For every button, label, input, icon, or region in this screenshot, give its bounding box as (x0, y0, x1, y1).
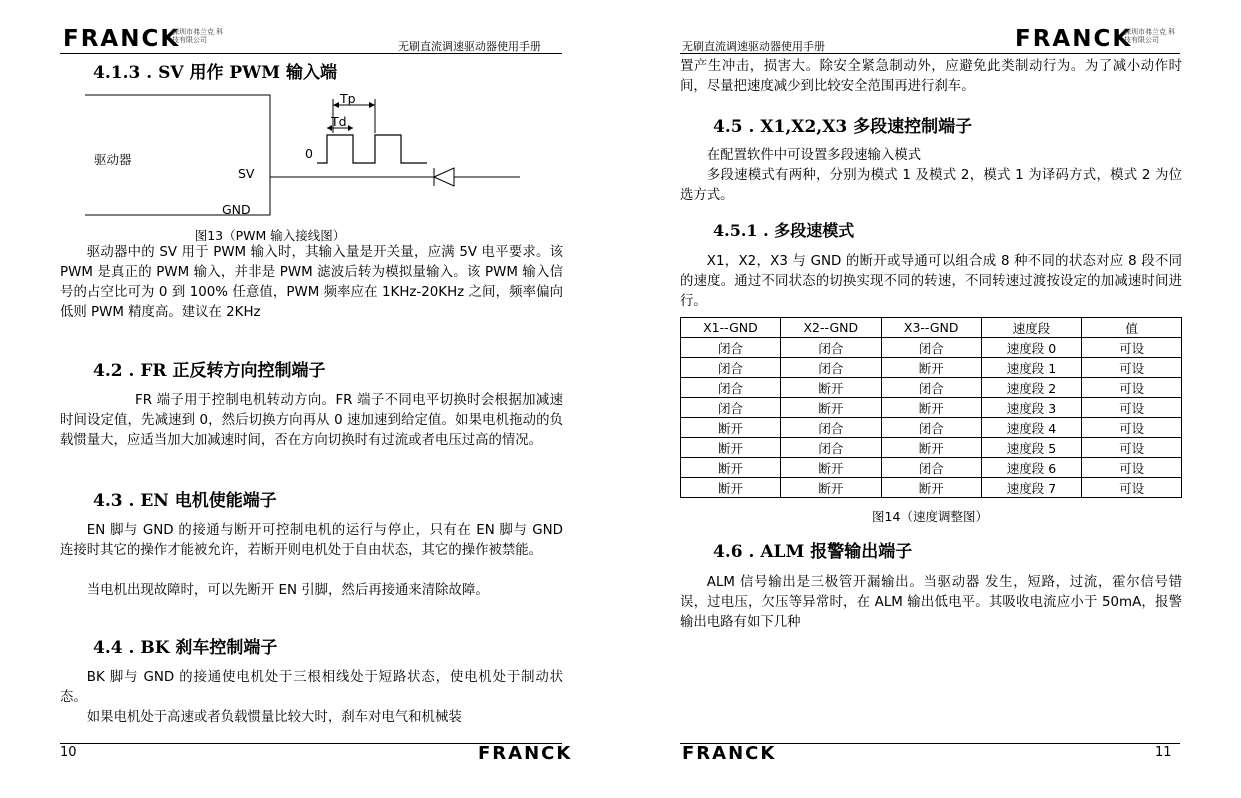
table-cell: 断开 (881, 398, 981, 418)
section-4-3-text-1: EN 脚与 GND 的接通与断开可控制电机的运行与停止，只有在 EN 脚与 GND 连接时其它的操作才能被允许，若断开则电机处于自由状态，其它的操作被禁能。 (60, 523, 563, 558)
section-4-5-1-title: 4.5.1 . 多段速模式 (713, 221, 855, 240)
section-4-2-text: FR 端子用于控制电机转动方向。FR 端子不同电平切换时会根据加减速时间设定值，先减速到 0，然后切换方向再从 0 速加速到给定值。如果电机拖动的负载惯量大，应适当加大加减速时间，否在方向切换时有过流或者电压过高的情况。 (60, 393, 563, 448)
page-number-left: 10 (60, 745, 77, 760)
table-cell: 断开 (780, 478, 881, 498)
td-label: Td (331, 114, 347, 129)
table-cell: 闭合 (780, 438, 881, 458)
table-cell: 可设 (1082, 458, 1182, 478)
brake-continued-text: 置产生冲击，损害大。除安全紧急制动外，应避免此类制动行为。为了减小动作时间，尽量把速度减少到比较安全范围再进行刹车。 (680, 59, 1182, 94)
table-cell: 可设 (1082, 418, 1182, 438)
table-cell: 可设 (1082, 358, 1182, 378)
table-header-row (681, 318, 1182, 338)
speed-segment-table (680, 317, 1182, 498)
footer-logo-left: FRANCK (478, 743, 573, 764)
table-cell: 可设 (1082, 378, 1182, 398)
table-row (681, 338, 1182, 358)
header-logo-left: FRANCK (63, 26, 181, 52)
table-cell: 断开 (881, 438, 981, 458)
table-row (681, 398, 1182, 418)
table-cell: 闭合 (881, 458, 981, 478)
header-title-right: 无刷直流调速驱动器使用手册 (682, 40, 825, 53)
table-row (681, 478, 1182, 498)
table-cell: 速度段 1 (981, 358, 1082, 378)
section-4-1-3-title: 4.1.3 . SV 用作 PWM 输入端 (93, 63, 337, 83)
table-cell: 断开 (881, 478, 981, 498)
section-4-6-title: 4.6 . ALM 报警输出端子 (713, 542, 913, 562)
section-4-5-text-2: 多段速模式有两种，分别为模式 1 及模式 2，模式 1 为译码方式，模式 2 为位选方式。 (680, 168, 1182, 203)
section-4-4-text-1: BK 脚与 GND 的接通使电机处于三根相线处于短路状态，使电机处于制动状态。 (60, 670, 563, 705)
table-cell: 闭合 (881, 378, 981, 398)
table-cell: 断开 (780, 378, 881, 398)
table-cell: 断开 (681, 438, 781, 458)
table-header-cell: 值 (1082, 318, 1182, 338)
table-cell: 闭合 (780, 418, 881, 438)
header-logo-sub-left: 深圳市弗兰克 科技有限公司 (172, 28, 224, 44)
table-cell: 闭合 (780, 358, 881, 378)
table-cell: 闭合 (681, 338, 781, 358)
table-cell: 速度段 6 (981, 458, 1082, 478)
section-4-2-title: 4.2 . FR 正反转方向控制端子 (93, 361, 326, 381)
table-cell: 可设 (1082, 478, 1182, 498)
section-4-3-text-2: 当电机出现故障时，可以先断开 EN 引脚，然后再接通来清除故障。 (86, 583, 489, 598)
section-4-3-title: 4.3 . EN 电机使能端子 (93, 491, 277, 511)
table-header-cell: X1--GND (681, 318, 781, 338)
table-cell: 闭合 (681, 358, 781, 378)
sv-label: SV (238, 166, 255, 181)
section-4-4-title: 4.4 . BK 刹车控制端子 (93, 638, 278, 658)
pwm-waveform (317, 135, 427, 163)
table-cell: 闭合 (881, 338, 981, 358)
table-row (681, 378, 1182, 398)
header-rule-left (60, 53, 562, 54)
table-cell: 断开 (681, 458, 781, 478)
table-row (681, 418, 1182, 438)
table-cell: 速度段 0 (981, 338, 1082, 358)
section-4-5-1-text: X1，X2，X3 与 GND 的断开或导通可以组合成 8 种不同的状态对应 8 段不同的速度。通过不同状态的切换实现不同的转速，不同转速过渡按设定的加减速时间进行。 (680, 254, 1182, 309)
header-logo-right: FRANCK (1015, 26, 1133, 52)
table-cell: 速度段 3 (981, 398, 1082, 418)
pwm-source-symbol (434, 168, 454, 186)
table-cell: 断开 (881, 358, 981, 378)
table-header-cell: X3--GND (881, 318, 981, 338)
table-cell: 可设 (1082, 398, 1182, 418)
header-rule-right (680, 53, 1180, 54)
page-number-right: 11 (1155, 745, 1172, 760)
driver-label: 驱动器 (94, 152, 132, 167)
section-4-6-text: ALM 信号输出是三极管开漏输出。当驱动器 发生，短路，过流，霍尔信号错误，过电压，欠压等异常时，在 ALM 输出低电平。其吸收电流应小于 50mA，报警输出电路有如下几种 (680, 575, 1182, 630)
table-cell: 闭合 (881, 418, 981, 438)
table-cell: 闭合 (780, 338, 881, 358)
table-row (681, 438, 1182, 458)
table-cell: 速度段 5 (981, 438, 1082, 458)
figure-14-caption: 图14（速度调整图） (872, 509, 988, 524)
section-4-4-text-2: 如果电机处于高速或者负载惯量比较大时，刹车对电气和机械装 (86, 710, 462, 725)
table-cell: 闭合 (681, 398, 781, 418)
table-cell: 闭合 (681, 378, 781, 398)
table-row (681, 358, 1182, 378)
table-cell: 断开 (780, 458, 881, 478)
table-cell: 速度段 2 (981, 378, 1082, 398)
footer-logo-right: FRANCK (682, 743, 777, 764)
table-cell: 可设 (1082, 438, 1182, 458)
header-logo-sub-right: 深圳市弗兰克 科技有限公司 (1124, 28, 1176, 44)
table-header-cell: 速度段 (981, 318, 1082, 338)
table-cell: 断开 (681, 418, 781, 438)
gnd-label: GND (222, 202, 251, 217)
table-cell: 速度段 4 (981, 418, 1082, 438)
table-header-cell: X2--GND (780, 318, 881, 338)
figure-13-caption: 图13（PWM 输入接线图） (194, 228, 346, 243)
section-4-5-text-1: 在配置软件中可设置多段速输入模式 (706, 148, 922, 163)
section-4-1-3-text: 驱动器中的 SV 用于 PWM 输入时，其输入量是开关量，应满 5V 电平要求。该 PWM 是真正的 PWM 输入，并非是 PWM 滤波后转为模拟量输入。该 PWM 输入信号的占空比可为 0 到 100% 任意值，PWM 频率应在 1KHz-20KHz 之间，频率偏向低则 PWM 精度高。建议在 2KHz (60, 245, 563, 320)
section-4-5-title: 4.5 . X1,X2,X3 多段速控制端子 (713, 117, 973, 137)
zero-label: 0 (305, 146, 313, 161)
table-cell: 速度段 7 (981, 478, 1082, 498)
table-row (681, 458, 1182, 478)
table-cell: 断开 (681, 478, 781, 498)
table-cell: 可设 (1082, 338, 1182, 358)
table-cell: 断开 (780, 398, 881, 418)
tp-label: Tp (340, 91, 356, 106)
header-title-left: 无刷直流调速驱动器使用手册 (398, 40, 541, 53)
